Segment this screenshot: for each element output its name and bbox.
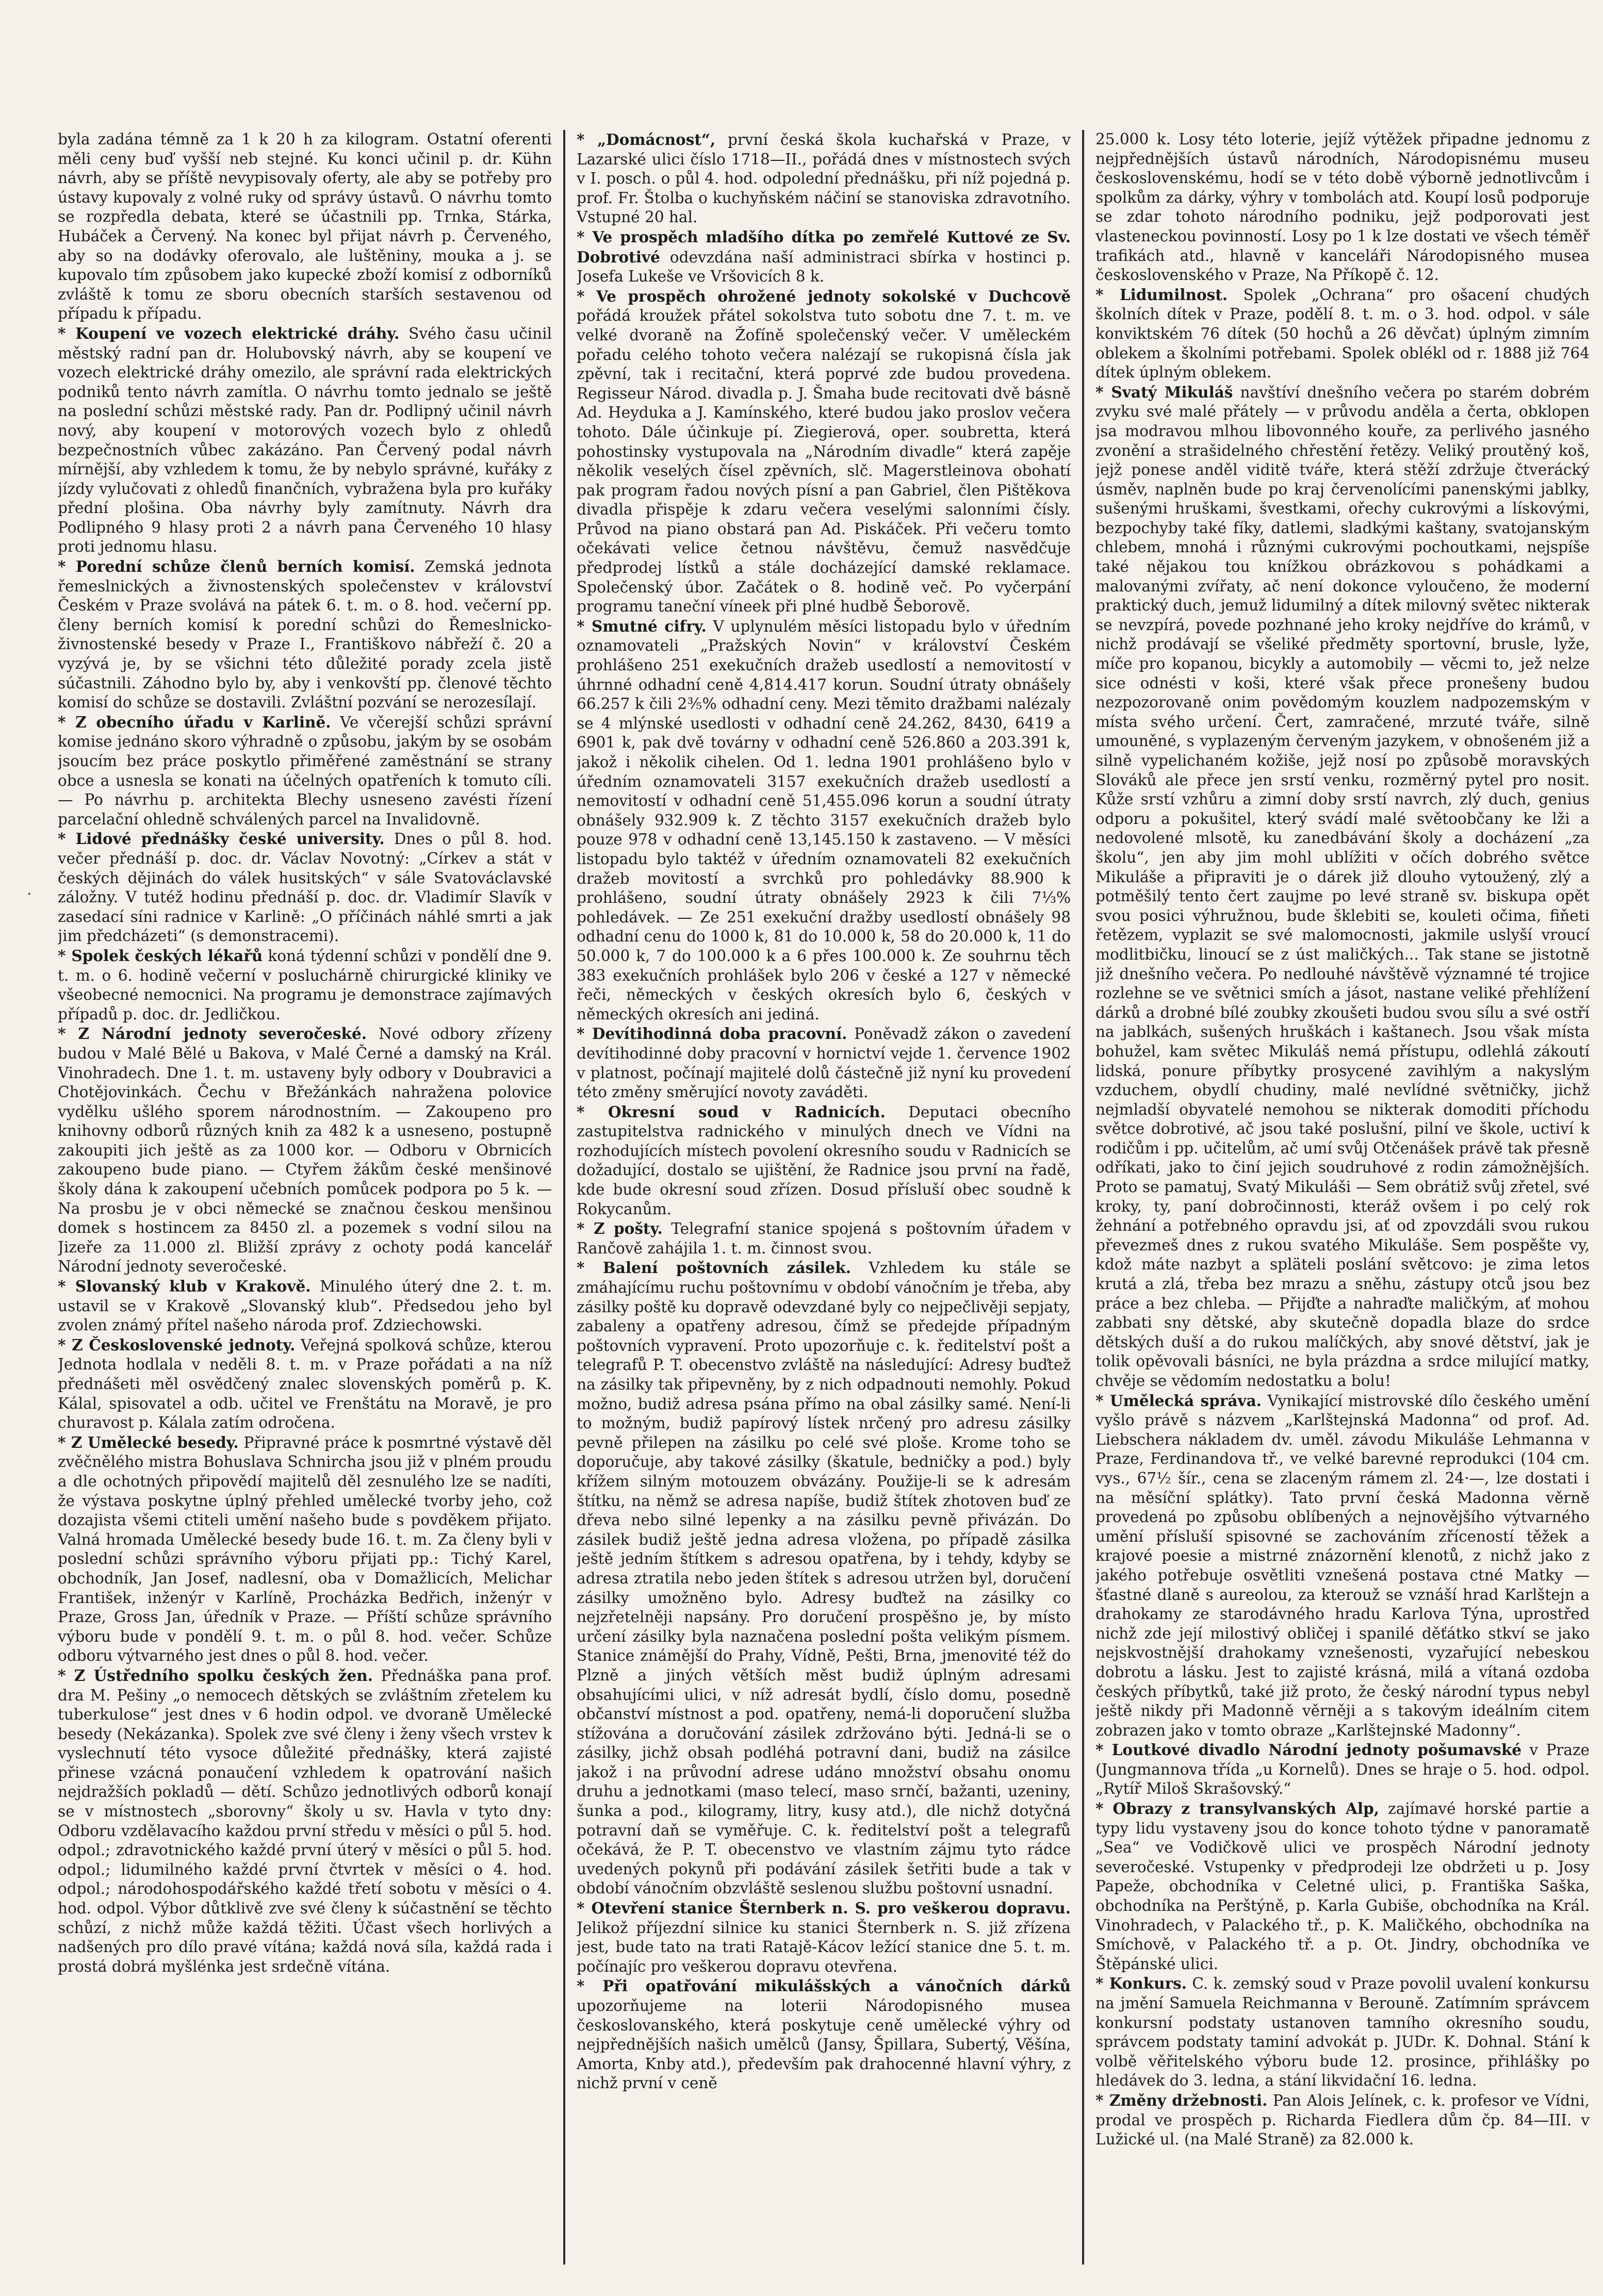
news-item: [58, 1433, 552, 1666]
news-item-heading: * Koupení ve vozech elektrické dráhy.: [58, 324, 400, 342]
news-item-heading: * Lidumilnost.: [1095, 285, 1228, 304]
news-item-text: byla zadána témně za 1 k 20 h za kilogram. Ostatní oferenti měli ceny buď vyšší neb stejné. Ku konci učinil p. dr. Kühn návrh, aby se příště nevypisovaly oferty, ale aby se potřeby pro ústavy kupovaly z volné ruky od správy ústavů. O návrhu tomto se rozpředla debata, které se účastnili pp. Trnka, Stárka, Hubáček a Červený. Na konec byl přijat návrh p. Červeného, aby so na dodávky oferovalo, ale luštěniny, mouka a j. se kupovalo tím způsobem jako kupecké zboží komisí z odborníků zvláště k tomu ze sboru obecních starších sestavenou od případu k případu.: [58, 130, 552, 323]
column-middle: [577, 130, 1071, 2265]
news-item-text: Dnes o půl 8. hod. večer přednáší p. doc. dr. Václav Novotný: „Církev a stát v českých dějinách do válek husitských“ v sále Svatováclavské záložny. V tutéž hodinu přednáší p. doc. dr. Vladimír Slavík v zasedací síni radnice v Karlině: „O příčinách náhlé smrti a jak jim předcházeti“ (s demonstracemi).: [58, 830, 552, 945]
news-item: [577, 130, 1071, 227]
news-item: [577, 1898, 1071, 1976]
news-item-heading: * Obrazy z transylvanských Alp,: [1095, 1799, 1379, 1818]
news-item-heading: * Ve prospěch mladšího dítka po zemřelé Kuttové ze Sv. Dobrotivé: [577, 227, 1071, 266]
news-item-heading: * Z obecního úřadu v Karlině.: [58, 713, 331, 731]
news-item-text: Veřejná spolková schůze, kterou Jednota hodlala v neděli 8. t. m. v Praze pořádati a na níž přednášeti měl osvědčený znalec slovenských poměrů p. K. Kálal, spisovatel a odb. učitel ve Frenštátu na Moravě, je pro churavost p. Kálala zatím odročena.: [58, 1336, 552, 1432]
news-item-text: Poněvadž zákon o zavedení devítihodinné doby pracovní v hornictví vejde 1. července 1902 v platnost, počínají majitelé dolů částečně již nyní ku provedení této změny směrující novoty zaváděti.: [577, 1025, 1071, 1101]
news-item-heading: * Spolek českých lékařů: [58, 946, 263, 965]
column-right: [1095, 130, 1590, 2265]
news-item-text: koná týdenní schůzi v pondělí dne 9. t. m. o 6. hodině večerní v posluchárně chirurgické kliniky ve všeobecné nemocnici. Na programu je demonstrace zajímavých případů p. doc. dr. Jedličkou.: [58, 947, 552, 1023]
text-columns: [58, 130, 1590, 2265]
news-item: [1095, 1974, 1590, 2091]
news-item: [58, 1666, 552, 1977]
news-item-text: Připravné práce k posmrtné výstavě děl zvěčnělého mistra Bohuslava Schnircha jsou již v plném proudu a dle ochotných připovědí majitelů děl zesnulého lze se nadíti, že výstava poskytne úplný přehled umělecké tvorby jeho, což dozajista všemi ctiteli umění našeho bude s povděkem přijato. Valná hromada Umělecké besedy bude 16. t. m. Za členy byli v poslední schůzi správního výboru přijati pp.: Tichý Karel, obchodník, Jan Josef, nadlesní, oba v Domažlicích, Melichar František, inženýr v Karlíně, Procházka Bedřich, inženýr v Praze, Gross Jan, úředník v Praze. — Příští schůze správního výboru bude v pondělí 9. t. m. o půl 8. hod. večer. Schůze odboru výtvarného jest dnes o půl 8. hod. večer.: [58, 1433, 552, 1665]
news-item-heading: * Loutkové divadlo Národní jednoty pošumavské: [1095, 1741, 1522, 1759]
news-item: [577, 287, 1071, 617]
news-item: [58, 713, 552, 830]
news-item-text: Ve včerejší schůzi správní komise jednáno skoro výhradně o způsobu, jakým by se osobám jsoucím bez práce poskytlo přiměřené zaměstnání se strany obce a usnesla se konati na účelných opatřeních k tomuto cíli. — Po návrhu p. architekta Blechy usneseno zavésti řízení parcelační ohledně schválených parcel na Invalidovně.: [58, 713, 552, 828]
news-item-text: Vynikající mistrovské dílo českého umění vyšlo právě s názvem „Karlštejnská Madonna“ od prof. Ad. Liebschera nákladem dv. uměl. závodu Mikuláše Lehmanna v Praze, Ferdinandova tř., ve velké barevné reprodukci (104 cm. vys., 67½ šír., cena se zlaceným rámem zl. 24·—, lze dostati i na měsíční splátky). Tato první česká Madonna věrně provedená po způsobu oblíbených a nejnovějšího výtvarného umění přísluší spisovné se zachováním zříceností těžek a krajové poesie a mistrné znázornění klenotů, z nichž jako z jakého potřebuje osvětliti vznešená postava ctné Matky — šťastné dlaně s aureolou, za kterouž se vznáší hrad Karlštejn a drahokamy ze starodávného hradu Karlova Týna, uprostřed nichž zde její milostivý obličej i spanilé děťátko stkví se jako nejskvostnější drahokamy vznešenosti, vyzařující nebeskou dobrotu a lásku. Jest to zajisté krásná, milá a vítaná ozdoba českých příbytků, také již proto, že český národní typus nebyl ještě nikdy při Madonně věrněji a s takovým ideálním citem zobrazen jako v tomto obraze „Karlštejnské Madonny“.: [1095, 1392, 1590, 1739]
news-item-heading: * Z Umělecké besedy.: [58, 1433, 239, 1451]
news-item-text: odevzdána naší administraci sbírka v hostinci p. Josefa Lukeše ve Vršovicích 8 k.: [577, 248, 1071, 286]
news-item-text: první česká škola kuchařská v Praze, v Lazarské ulici číslo 1718—II., pořádá dnes v místnostech svých v I. posch. o půl 4. hod. odpolední přednášku, při níž pojedná p. prof. Fr. Štolba o kuchyňském náčiní se stanoviska zdravotního. Vstupné 20 hal.: [577, 131, 1071, 226]
news-item-text: Spolek „Ochrana“ pro ošacení chudých školních dítek v Praze, podělí 8. t. m. o 3. hod. odpol. v sále konviktském 76 dítek (50 hochů a 26 děvčat) úplným zimním oblekem a školními potřebami. Spolek oblékl od r. 1888 již 764 dítek úplným oblekem.: [1095, 286, 1590, 382]
news-item-text: C. k. zemský soud v Praze povolil uvalení konkursu na jmění Samuela Reichmanna v Berouně. Zatímním správcem konkursní podstaty ustanoven tamního okresního soudu, správcem podstaty taminí advokát p. JUDr. K. Dohnal. Stání k volbě věřitelského výboru bude 12. prosince, přihlášky po hledávek do 3. ledna, a stání likvidační 16. ledna.: [1095, 1975, 1590, 2090]
news-item-text: Vzhledem ku stále se zmáhajícímu ruchu poštovnímu v období vánočním je třeba, aby zásilky poště ku dopravě odevzdané byly co nejpečlivěji sepjaty, zabaleny a opatřeny adresou, čímž se předejde případným poštovních vypravení. Proto upozorňuje c. k. ředitelství pošt a telegrafů P. T. obecenstvo zvláště na následující: Adresy buďtež na zásilky tak připevněny, by z nich odpadnouti nemohly. Pokud možno, budiž adresa psána přímo na obal zásilky samé. Není-li to možným, budiž papírový lístek nrčený pro adresu zásilky pevně přilepen na zásilku po celé své ploše. Krome toho se doporučuje, aby takové zásilky (škatule, bedničky a pod.) byly křížem silným motouzem obvázány. Použije-li se k adresám štítku, na němž se adresa napíše, budiž štítek zhotoven buď ze dřeva nebo silné lepenky a na zásilku pevně přivázán. Do zásilek budiž ještě jedna adresa vložena, po případě zásilka ještě jedním štítkem s adresou opatřena, by i tehdy, kdyby se adresa ztratila nebo jeden štítek s adresou utržen byl, doručení zásilky umožněno bylo. Adresy buďtež na zásilky co nejzřetelněji napsány. Pro doručení prospěšno je, by místo určení zásilky byla naznačena poslední pošta velikým písmem. Stanice známější do Prahy, Vídně, Pešti, Brna, jmenovité též do Plzně a jiných větších měst budiž úplným adresami obsahujícími ulici, v níž adresát bydlí, číslo domu, posedně občanství místnost a pod. opatřeny, nemá-li doporučení služba stížována a doručování zásilek zdržováno býti. Jedná-li se o zásilky, jichž obsah podléhá potravní dani, budiž na zásilce jakož i na průvodní adrese udáno množství obsahu onomu druhu a jednotkami (maso telecí, maso srnčí, bažanti, uzeniny, šunka a pod., kilogramy, litry, kusy atd.), dle nichž dotyčná potravní daň se vyměřuje. C. k. ředitelství pošt a telegrafů očekává, že P. T. obecenstvo ve vlastním zájmu tyto rádce uvedených pokynů při podávání zásilek šetřiti bude a tak v období vánočním obzvláště seslenou službu poštovní usnadní.: [577, 1259, 1071, 1897]
news-item: [58, 1277, 552, 1335]
news-item: [577, 1102, 1071, 1219]
news-item-text: Pan Alois Jelínek, c. k. profesor ve Vídni, prodal ve prospěch p. Richarda Fiedlera dům čp. 84—III. v Lužické ul. (na Malé Straně) za 82.000 k.: [1095, 2091, 1590, 2149]
news-item-heading: * Devítihodinná doba pracovní.: [577, 1025, 847, 1043]
news-item-heading: * Smutné cifry.: [577, 617, 707, 635]
news-item-heading: * „Domácnost“,: [577, 130, 716, 148]
news-item-heading: * Okresní soud v Radnicích.: [577, 1102, 886, 1121]
news-item-text: Přednáška pana prof. dra M. Pešiny „o nemocech dětských se zvláštním zřetelem ku tuberkulose“ jest dnes v 6 hodin odpol. ve dvoraně Umělecké besedy (Nekázanka). Spolek zve své členy i ženy všech vrstev k vyslechnutí této vysoce důležité přednášky, která zajisté přinese vzácná ponaučení vzhledem k opatrování našich nejdražších pokladů — dětí. Schůzo jednotlivých odborů konají se v místnostech „sborovny“ školy u sv. Havla v tyto dny: Odboru vzdělavacího každou první středu v měsíci o půl 5. hod. odpol.; zdravotnického každé první úterý v měsíci o půl 5. hod. odpol.; lidumilného každé první čtvrtek v měsíci o 4. hod. odpol.; národohospodářského každé třetí sobotu v měsíci o 4. hod. odpol. Výbor důtklivě zve své členy k súčastnění se těchto schůzí, z nichž může každá těžiti. Účast všech horlivých a nadšených pro dílo pravé vítána; každá nová síla, každá rada i prostá dobrá myšlénka jest srdečně vítána.: [58, 1666, 552, 1975]
news-item: [577, 1976, 1071, 2093]
news-item-heading: * Z Československé jednoty.: [58, 1335, 296, 1354]
news-item: [577, 1258, 1071, 1898]
news-item-heading: * Z Ústředního spolku českých žen.: [58, 1666, 373, 1684]
news-item-text: Svého času učinil městský radní pan dr. Holubovský návrh, aby se koupení ve vozech elektrické dráhy omezilo, ale správní rada elektrických podniků tento návrh zamítla. O návrhu tomto jednalo se ještě na poslední schůzi městské rady. Pan dr. Podlipný učinil návrh nový, aby koupení v motorových vozech bylo z ohledů bezpečnostních vůbec zakázáno. Pan Červený podal návrh mírnější, aby vzhledem k tomu, že by nebylo správné, kuřáky z jízdy vylučovati z ohledů finančních, vybražena byla pro kuřáky přední plošina. Oba návrhy byly zamítnuty. Návrh dra Podlipného 9 hlasy proti 2 a návrh pana Červeného 10 hlasy proti jednomu hlasu.: [58, 324, 552, 556]
news-item: [58, 946, 552, 1024]
news-item-text: v Praze (Jungmannova třída „u Kornelů). Dnes se hraje o 5. hod. odpol. „Rytíř Miloš Skrašovský.“: [1095, 1741, 1590, 1798]
news-item-heading: * Z pošty.: [577, 1219, 663, 1238]
news-item-heading: * Z Národní jednoty severočeské.: [58, 1025, 367, 1043]
news-item-heading: * Svatý Mikuláš: [1095, 383, 1233, 401]
news-item-text: Minulého úterý dne 2. t. m. ustavil se v Krakově „Slovanský klub“. Předsedou jeho byl zvolen známý přítel našeho národa prof. Zdziechowski.: [58, 1278, 552, 1334]
news-item: [58, 1335, 552, 1433]
news-item-heading: * Ve prospěch ohrožené jednoty sokolské v Duchcově: [577, 287, 1071, 305]
news-item-heading: * Konkurs.: [1095, 1974, 1187, 1993]
news-item-text: Deputaci obecního zastupitelstva radnického v minulých dnech ve Vídni na rozhodujících místech povolení okresního soudu v Radnicích se dožadující, dostalo se ujištění, že Radnice jsou první na řadě, kde bude okresní soud zřízen. Dosud přísluší obec soudně k Rokycanům.: [577, 1103, 1071, 1218]
news-item-text: zajímavé horské partie a typy lidu vystaveny jsou do konce tohoto týdne v panoramatě „Sea“ ve Vodičkově ulici ve prospěch Národní jednoty severočeské. Vstupenky v předprodeji lze obdržeti u p. Josy Papeže, obchodníka v Celetné ulici, p. Františka Saška, obchodníka na Perštýně, p. Karla Gubiše, obchodníka na Král. Vinohradech, v Palackého tř., p. K. Maličkého, obchodníka na Smíchově, v Palackého tř. a p. Ot. Jindry, obchodníka ve Štěpánské ulici.: [1095, 1800, 1590, 1973]
news-item: [1095, 1799, 1590, 1974]
news-item-heading: * Slovanský klub v Krakově.: [58, 1277, 311, 1296]
news-item: [58, 1024, 552, 1277]
news-item-text: Telegrafní stanice spojená s poštovním úřadem v Rančově zahájila 1. t. m. činnost svou.: [577, 1220, 1071, 1257]
news-item-heading: * Balení poštovních zásilek.: [577, 1259, 852, 1277]
margin-mark: .: [27, 881, 32, 899]
news-item-heading: * Lidové přednášky české university.: [58, 830, 385, 848]
news-item: [58, 829, 552, 946]
news-item-heading: * Změny držebnosti.: [1095, 2091, 1268, 2109]
news-item: [1095, 130, 1590, 285]
news-item-heading: * Umělecká správa.: [1095, 1391, 1262, 1410]
news-item-heading: * Porední schůze členů berních komisí.: [58, 557, 415, 576]
news-item-text: pořádá kroužek přátel sokolstva tuto sobotu dne 7. t. m. ve velké dvoraně na Žofíně společenský večer. V uměleckém pořadu celého tohoto večera nalézají se rukopisná čísla jak zpěvní, tak i recitační, která poprvé zde budou provedena. Regisseur Národ. divadla p. J. Šmaha bude recitovati dvě básně Ad. Heyduka a J. Kamínského, které budou jako proslov večera tohoto. Dále účinkuje pí. Ziegierová, oper. soubretta, která pohostinsky vystupovala na „Národním divadle“ která zapěje několik veselých čísel zpěvních, slč. Magerstleinova obohatí pak program řadou nových písní a pan Gabriel, člen Pištěkova divadla přispěje k zdaru večera veselými salonními čísly. Průvod na piano obstará pan Ad. Piskáček. Při večeru tomto očekávati velice četnou návštěvu, čemuž nasvědčuje předprodej lístků a stále docházející damské reklamace. Společenský úbor. Začátek o 8. hodině več. Po vyčerpání programu taneční víneek při plné hudbě Šeborově.: [577, 307, 1071, 616]
news-item: [1095, 2091, 1590, 2150]
column-rule: [1082, 130, 1084, 2265]
news-item: [577, 1024, 1071, 1102]
news-item: [58, 557, 552, 713]
news-item-text: Zemská jednota řemeslnických a živnostenských společenstev v království Českém v Praze svolává na pátek 6. t. m. o 8. hod. večerní pp. členy berních komisí k porední schůzi do Řemeslnicko-živnostenské besedy v Praze I., Františkovo nábřeží č. 20 a vyzývá je, by se všichni této důležité porady zcela jistě súčastnili. Záhodno bylo by, aby i venkovští pp. členové těchto komisí do schůze se dostavili. Zvláštní pozvání se nerozesílají.: [58, 558, 552, 712]
news-item: [1095, 383, 1590, 1391]
news-item-text: upozorňujeme na loterii Národopisného musea českoslovanského, která poskytuje ceně umělecké výhry od nejpřednějších našich umělců (Jansy, Špillara, Subertý, Věšína, Amorta, Knby atd.), především pak drahocenné hlavní výhry, z nichž první v ceně: [577, 1997, 1071, 2092]
column-left: [58, 130, 552, 2265]
news-item-text: Nové odbory zřízeny budou v Malé Bělé u Bakova, v Malé Černé a damský na Král. Vinohradech. Dne 1. t. m. ustaveny byly odbory v Doubravici a Chotějovinkách. Čechu v Břežánkách nahražena polovice vydělku ušlého sporem národnostním. — Zakoupeno pro knihovny odborů různých knih za 482 k a usneseno, postupně zakoupiti jich ještě as za 1000 kor. — Odboru v Obrnicích zakoupeno bude piano. — Ctyřem žákům české menšinové školy dána k zakoupení učebních pomůcek podpora po 5 k. — Na prosbu je v obci německé se značnou českou menšinou domek s hostincem za 8450 zl. a pozemek s vodní silou na Jizeře za 11.000 zl. Bližší zprávy z ochoty podá kancelář Národní jednoty severočeské.: [58, 1025, 552, 1276]
news-item: [58, 324, 552, 557]
news-item: [1095, 285, 1590, 383]
column-rule: [563, 130, 565, 2265]
news-item: [577, 1219, 1071, 1258]
news-item: [577, 617, 1071, 1024]
news-item-text: 25.000 k. Losy této loterie, jejíž výtěžek připadne jednomu z nejpřednějších ústavů národních, Národopisnému museu československému, hodí se v této době výborně jednotlivcům i spolkům za dárky, výhry v tombolách atd. Koupí losů podporuje se zdar tohoto národního podniku, jejž podporovati jest vlasteneckou povinností. Losy po 1 k lze dostati ve všech téměř trafikách atd., hlavně v kanceláři Národopisného musea československého v Praze, Na Příkopě č. 12.: [1095, 130, 1590, 284]
news-item-text: Jelikož příjezdní silnice ku stanici Šternberk n. S. již zřízena jest, bude tato na trati Ratajě-Kácov ležící stanice dne 5. t. m. počínajíc pro veškerou dopravu otevřena.: [577, 1919, 1071, 1975]
news-item: [1095, 1391, 1590, 1741]
news-item: [577, 227, 1071, 287]
news-item-text: navštíví dnešního večera po starém dobrém zvyku své malé přátely — v průvodu anděla a čerta, obklopen jsa modravou mlhou libovonného kouře, za perlivého jasného zvonění a strašidelného chřestění řetězy. Veliký proutěný koš, jejž ponese anděl viditě tváře, která stěží zdržuje čtverácký úsměv, naplněn bude po kraj červenolícími panenskými jablky, sušenými hruškami, švestkami, ořechy cukrovými a lískovými, bezpochyby také fíky, datlemi, sladkými kaštany, svatojanským chlebem, mnohá i různými cukrovými pochoutkami, nejspíše také nějakou tou knížkou obrázkovou s pohádkami a malovanými zvířaty, ač není dokonce vyloučeno, že moderní praktický duch, jemuž lidumilný a dítek milovný světec nikterak se nevzpírá, povede pozhnané jeho kroky nejdříve do krámů, v nichž prodávají se všeliké předměty sportovní, brusle, lyže, míče pro kopanou, bicykly a automobily — věcmi to, jež nelze sice odnésti v koši, které však přece pronešeny budou nezpozorovaně onim povědomým kouzlem nadpozemským v místa svého určení. Čert, zamračené, mrzuté tváře, silně umouněné, s vyplazeným červeným jazykem, v obnošeném již a silně vypelichaném kožiše, jejž nosí po způsobě moravských Slováků ale přece jen srstí venku, rozměrný pytel pro nosit. Kůže srstí vzhůru a zimní doby srstí navrch, zlý duch, genius odporu a pokušitel, který svádí malé světoobčany ke lži a nedovolené mlsotě, ku zanedbávání školy a docházení „za školu“, jen aby jim mohl ublížiti v očích dobrého světce Mikuláše a připraviti je o dárek již dlouho vytoužený, zlý a potměšilý tento čert zaujme po levé straně sv. biskupa opět svou posici výhružnou, bude šklebiti se, kouleti očima, fiňeti řetězem, vyplazit se své malomocnosti, jakmile uslyší vroucí modlitbičku, linoucí se z úst maličkých... Tak stane se jistotně již dnešního večera. Po nedlouhé návštěvě významné té trojice rozlehne se ve světnici smích a jásot, nastane veliké přehlížení dárků a drobné bílé zoubky zkoušeti budou svou sílu a své ostří na jablkách, sušených hruškách i kaštanech. Jsou však místa bohužel, kam světec Mikuláš nemá přístupu, odlehlá zákoutí lidská, ponure příbytky prosycené zavihlým a nakyslým vzduchem, obydlí chudiny, malé nevlídné světničky, jichž nejmladší obyvatelé nemohou se nikterak domoditi příchodu světce dobrotivé, ač jsou také poslušní, pilní ve škole, uctiví k rodičům i pp. učitelům, ač umí svůj Otčenášek právě tak přesně odříkati, jako to činí jejich soudruhové z rodin zámožnějších. Proto se pamatuj, Svatý Mikuláši — Sem obrátiž svůj zřetel, své kroky, ty, paní dobročinnosti, kteráž ovšem i po celý rok žehnání a potřebného opravdu jsi, ať od zpovzdáli svou rukou převezmeš dnes z rukou svatého Mikuláše. Sem pospěšte vy, kdož máte nazbyt a spläteli poslání světcovo: je zima letos krutá a zlá, třeba bez mrazu a sněhu, zástupy otců jsou bez práce a bez chleba. — Přijďte a nahraďte maličkým, ať mohou zabbati sny dětské, aby skutečně dopadla blaze do srdce dětských duší a do rukou malíčkých, aby snové dětství, jak je tolik opěvovali básníci, ne byla prázdna a srdce milující matky, chvěje se vědomím nedostatku a bolu!: [1095, 383, 1590, 1390]
news-item: [58, 130, 552, 324]
news-item-text: V uplynulém měsíci listopadu bylo v úředním oznamovateli „Pražských Novin“ v království Českém prohlášeno 251 exekučních dražeb usedlostí a nemovitostí v úhrnné odhadní ceně 4,814.417 korun. Soudní útraty obnášely 66.257 k čili 2⅗% odhadní ceny. Mezi těmito dražbami nalézaly se 4 mlýnské usedlosti v odhadní ceně 24.262, 8430, 6419 a 6901 k, pak dvě továrny v odhadní ceně 526.860 a 203.391 k, jakož i několik cihelen. Od 1. ledna 1901 prohlášeno bylo v úředním oznamovateli 3157 exekučních dražeb usedlostí a nemovitostí v odhadní ceně 51,455.096 korun a soudní útraty obnášely 932.909 k. Z těchto 3157 exekučních dražeb bylo pouze 978 v odhadní ceně 13,145.150 k zastaveno. — V měsíci listopadu bylo taktéž v úředním oznamovateli 82 exekučních dražeb movitostí a svrchků pro pohledávky 88.900 k prohlášeno, soudní útraty obnášely 2923 k čili 7⅓% pohledávek. — Ze 251 exekuční dražby usedlostí obnášely 98 odhadní cenu do 1000 k, 81 do 10.000 k, 58 do 20.000 k, 11 do 50.000 k, 7 do 100.000 k a 6 přes 100.000 k. Ze souhrnu těch 383 exekučních prohlášek bylo 206 v české a 127 v německé řeči, německých v českých okresích bylo 6, českých v německých okresích ani jediná.: [577, 617, 1071, 1023]
news-item-heading: * Otevření stanice Šternberk n. S. pro veškerou dopravu.: [577, 1899, 1071, 1918]
news-item: [1095, 1740, 1590, 1799]
news-item-heading: * Při opatřování mikulášských a vánočních dárků: [577, 1977, 1071, 1995]
